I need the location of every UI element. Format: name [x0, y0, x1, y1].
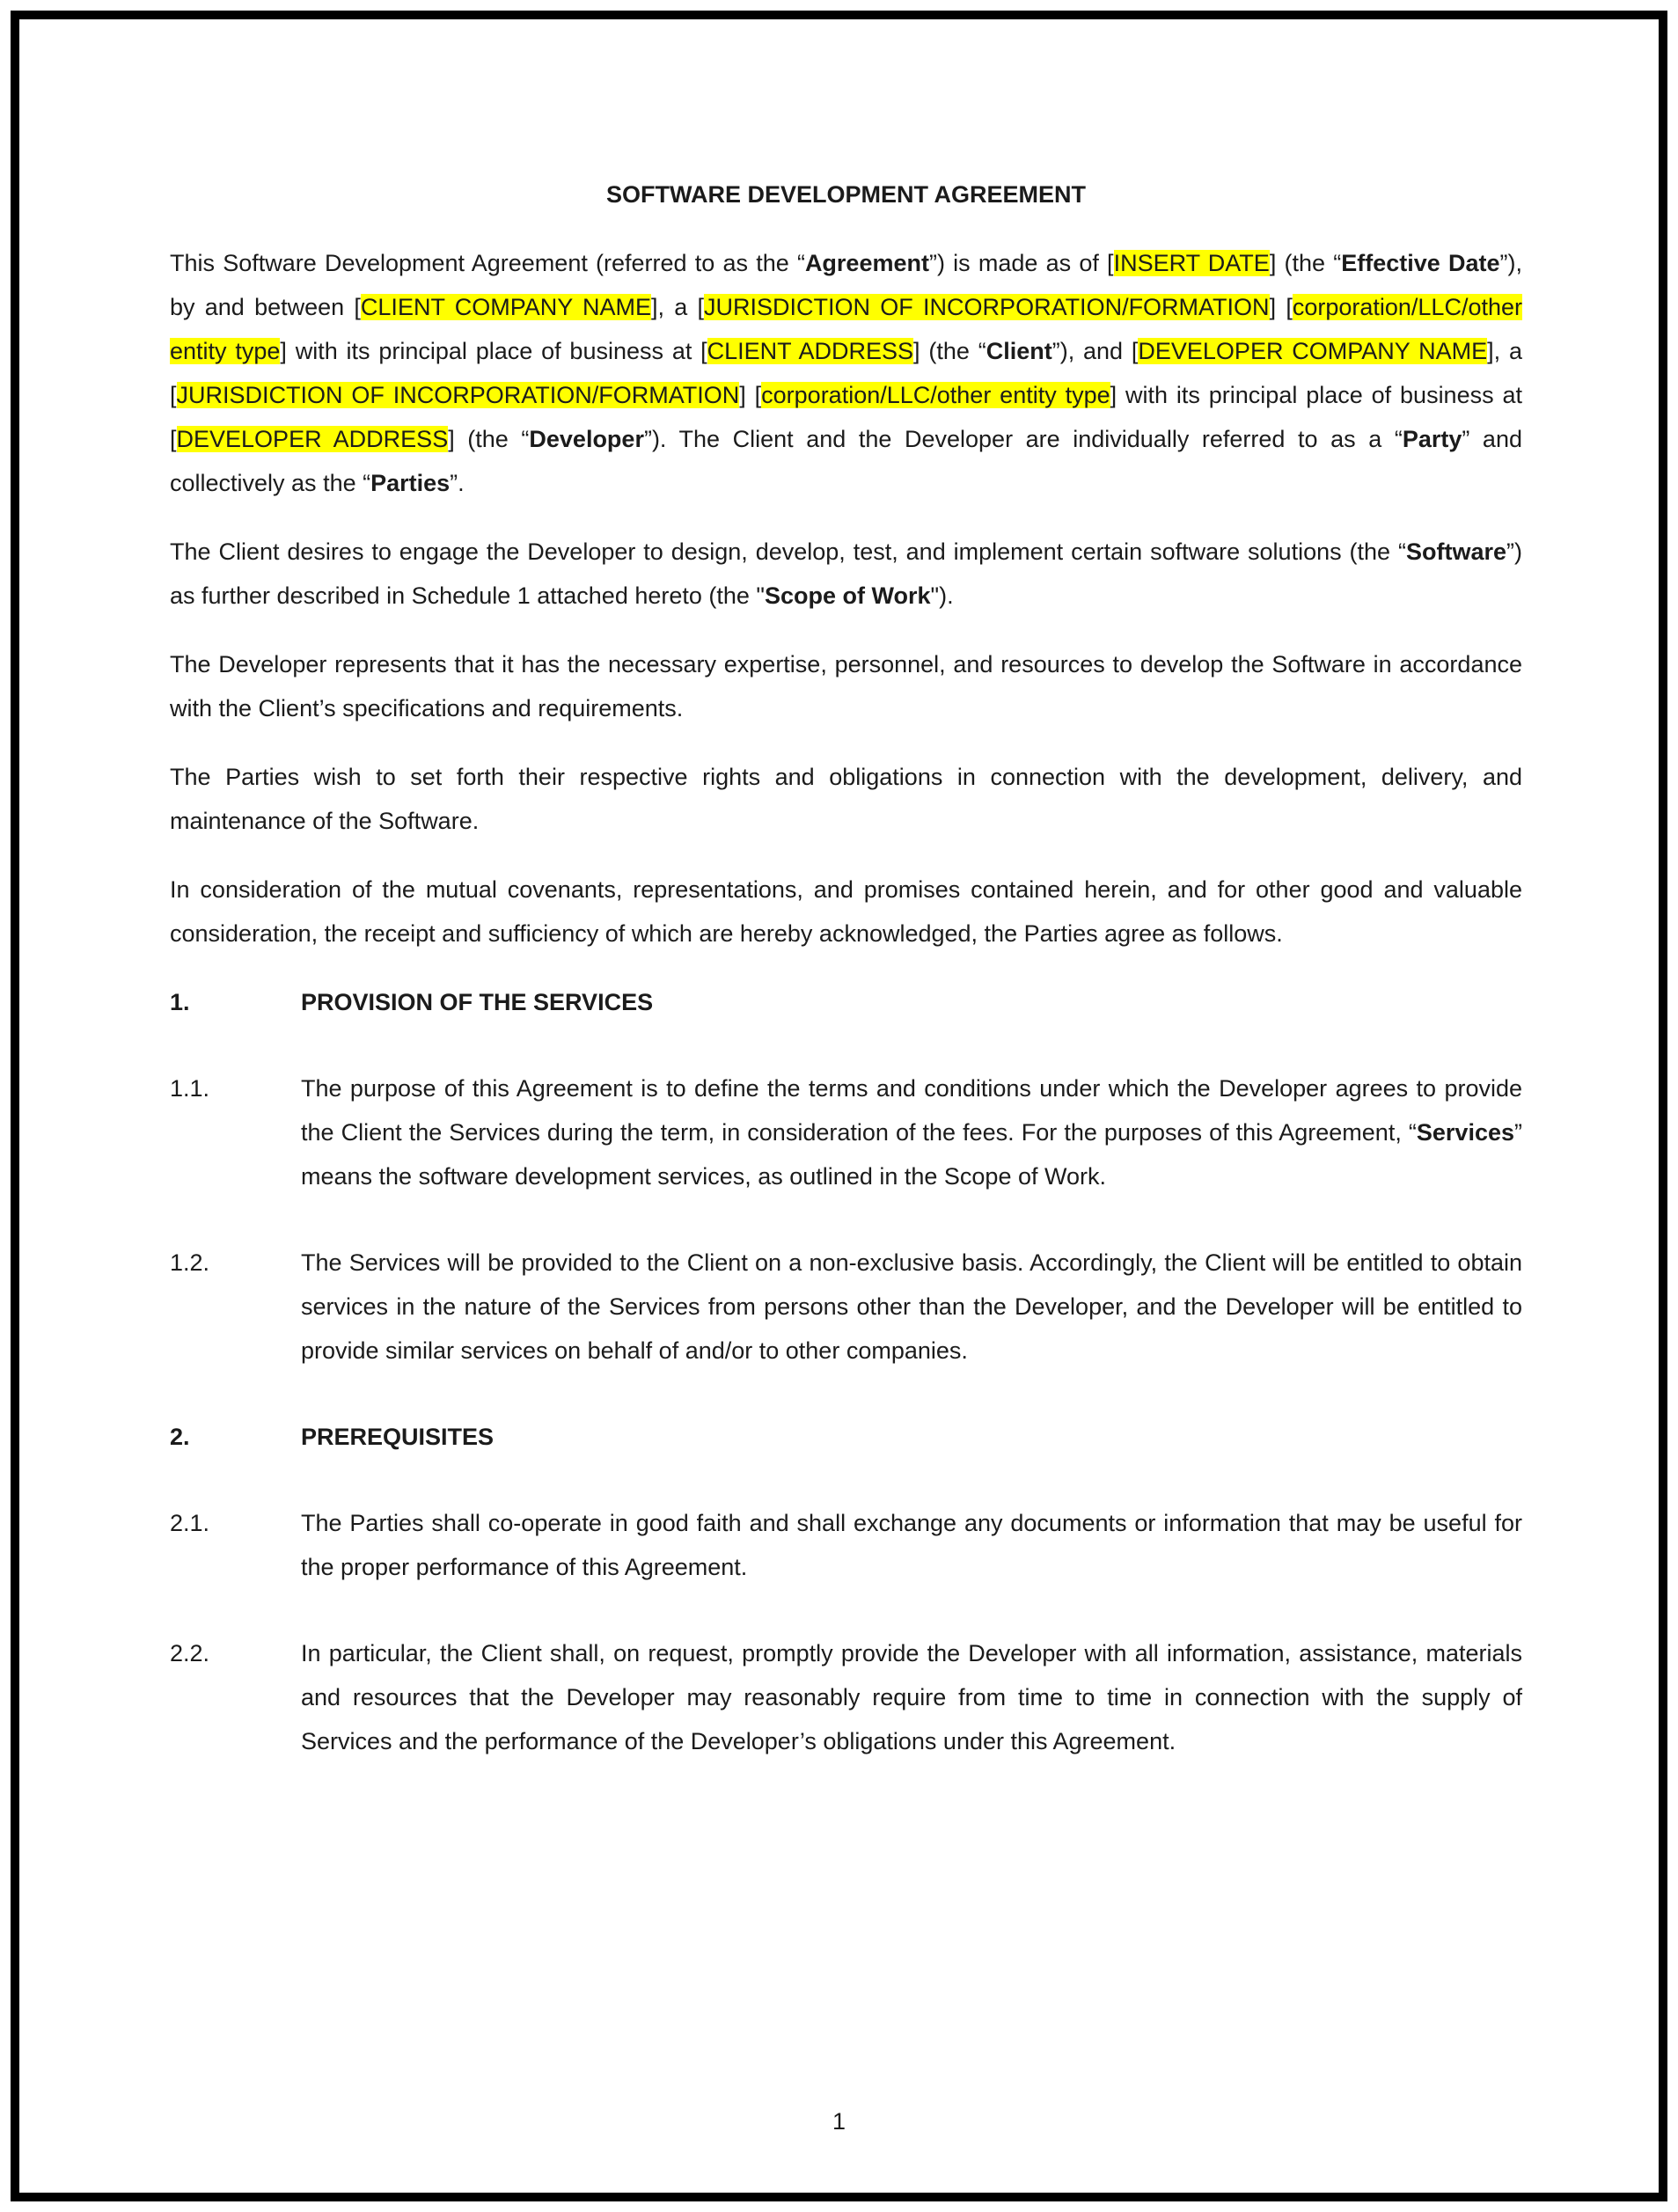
- text-run: ] [: [739, 382, 762, 408]
- section-heading-2: [170, 1415, 1522, 1459]
- text-run: ").: [930, 582, 954, 609]
- clause-text: [301, 1501, 1522, 1589]
- text-run: ] with its principal place of business at [: [170, 382, 1522, 452]
- text-run: ] (the “: [913, 338, 986, 364]
- highlighted-placeholder: JURISDICTION OF INCORPORATION/FORMATION: [176, 382, 740, 408]
- text-run: ] [: [1269, 294, 1293, 320]
- section-title: PREREQUISITES: [301, 1424, 495, 1450]
- clause-text: [301, 1066, 1522, 1198]
- bold-term: Scope of Work: [765, 582, 931, 609]
- page-number: 1: [832, 2108, 846, 2135]
- bold-term: Party: [1402, 426, 1462, 452]
- preamble-paragraph-4: [170, 755, 1522, 843]
- highlighted-placeholder: corporation/LLC/other entity type: [761, 382, 1110, 408]
- highlighted-placeholder: DEVELOPER ADDRESS: [176, 426, 449, 452]
- text-run: ”). The Client and the Developer are individually referred to as a “: [643, 426, 1403, 452]
- text-run: ] (the “: [1269, 250, 1342, 276]
- text-run: The purpose of this Agreement is to define the terms and conditions under which the Developer agrees to provide the Client the Services during the term, in consideration of the fees. For the purposes of this Agreement, “: [301, 1075, 1522, 1146]
- text-run: In consideration of the mutual covenants, representations, and promises contained herein, and for other good and valuable consideration, the receipt and sufficiency of which are hereby acknowledged, the Parties agree as follows.: [170, 876, 1522, 947]
- preamble-paragraph-1: [170, 241, 1522, 505]
- text-run: ”.: [450, 470, 465, 496]
- text-run: ”), and [: [1051, 338, 1139, 364]
- bold-term: Agreement: [804, 250, 929, 276]
- text-run: The Services will be provided to the Client on a non-exclusive basis. Accordingly, the Client will be entitled to obtain services in the nature of the Services from persons other than the Developer, and the Developer will be entitled to provide similar services on behalf of and/or to other companies.: [301, 1249, 1522, 1364]
- preamble-paragraph-2: [170, 530, 1522, 618]
- section-heading-1: [170, 980, 1522, 1024]
- clause-number: 2.1.: [170, 1510, 210, 1536]
- text-run: ], a [: [170, 338, 1522, 408]
- clause-1-1: [170, 1066, 1522, 1198]
- text-run: ] (the “: [448, 426, 530, 452]
- clause-number: 1.2.: [170, 1249, 210, 1276]
- bold-term: Software: [1405, 538, 1507, 565]
- highlighted-placeholder: corporation/LLC/other entity type: [170, 294, 1522, 364]
- highlighted-placeholder: DEVELOPER COMPANY NAME: [1138, 338, 1488, 364]
- bold-term: Client: [986, 338, 1052, 364]
- text-run: The Client desires to engage the Developer to design, develop, test, and implement certain software solutions (the “: [170, 538, 1406, 565]
- text-run: ” and collectively as the “: [170, 426, 1522, 496]
- clause-number: 2.2.: [170, 1640, 210, 1666]
- clause-number: 1.1.: [170, 1075, 210, 1102]
- document-content: [170, 172, 1522, 1805]
- highlighted-placeholder: JURISDICTION OF INCORPORATION/FORMATION: [704, 294, 1270, 320]
- section-number: 2.: [170, 1424, 190, 1450]
- clause-2-2: [170, 1631, 1522, 1763]
- bold-term: Services: [1416, 1119, 1514, 1146]
- text-run: ” means the software development services, as outlined in the Scope of Work.: [301, 1119, 1522, 1190]
- text-run: The Developer represents that it has the necessary expertise, personnel, and resources to develop the Software in accordance with the Client’s specifications and requirements.: [170, 651, 1522, 721]
- text-run: The Parties wish to set forth their respective rights and obligations in connection with the development, delivery, and maintenance of the Software.: [170, 764, 1522, 834]
- document-title: SOFTWARE DEVELOPMENT AGREEMENT: [605, 181, 1087, 208]
- text-run: ] with its principal place of business at [: [280, 338, 707, 364]
- clause-1-2: [170, 1241, 1522, 1373]
- preamble-paragraph-3: [170, 642, 1522, 730]
- highlighted-placeholder: CLIENT COMPANY NAME: [360, 294, 651, 320]
- text-run: The Parties shall co-operate in good faith and shall exchange any documents or information that may be useful for the proper performance of this Agreement.: [301, 1510, 1522, 1580]
- section-number: 1.: [170, 989, 190, 1015]
- text-run: ”) as further described in Schedule 1 attached hereto (the ": [170, 538, 1522, 609]
- preamble-paragraph-5: [170, 868, 1522, 956]
- text-run: This Software Development Agreement (referred to as the “: [170, 250, 805, 276]
- clause-text: [301, 1631, 1522, 1763]
- clause-2-1: [170, 1501, 1522, 1589]
- highlighted-placeholder: CLIENT ADDRESS: [707, 338, 914, 364]
- highlighted-placeholder: INSERT DATE: [1113, 250, 1270, 276]
- text-run: In particular, the Client shall, on request, promptly provide the Developer with all information, assistance, materials and resources that the Developer may reasonably require from time to time in connection with the supply of Services and the performance of the Developer’s obligations under this Agreement.: [301, 1640, 1522, 1754]
- text-run: ”), by and between [: [170, 250, 1522, 320]
- bold-term: Parties: [370, 470, 451, 496]
- clause-text: [301, 1241, 1522, 1373]
- text-run: ”) is made as of [: [928, 250, 1114, 276]
- text-run: ], a [: [651, 294, 705, 320]
- bold-term: Effective Date: [1341, 250, 1500, 276]
- section-title: PROVISION OF THE SERVICES: [301, 989, 654, 1015]
- bold-term: Developer: [529, 426, 644, 452]
